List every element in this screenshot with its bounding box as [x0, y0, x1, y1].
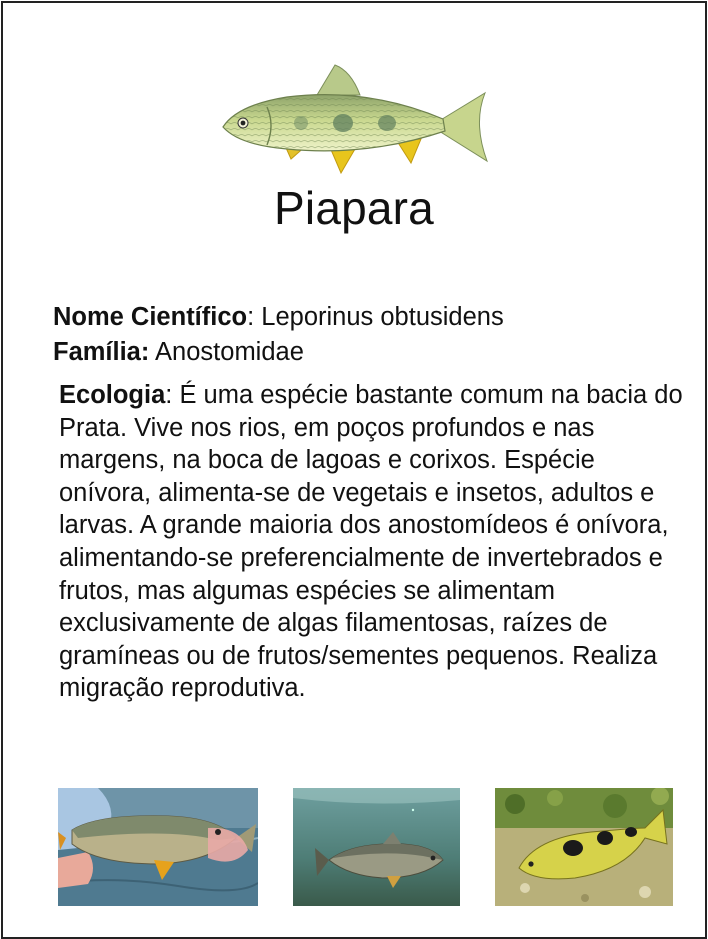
ecology-separator: :	[165, 381, 180, 409]
fish-riverbed-photo	[495, 788, 673, 906]
ecology-text: É uma espécie bastante comum na bacia do Prata. Vive nos rios, em poços profundos e nas margens, na boca de lagoas e corixos. Espécie onívora, alimenta-se de vegetais e insetos, adultos e larvas. A grande maioria dos anostomídeos é onívora, alimentando-se preferencialmente de invertebrados e frutos, mas algumas espécies se alimentam exclusivamente de algas filamentosas, raízes de gramíneas ou de frutos/sementes pequenos. Realiza migração reprodutiva.	[59, 381, 683, 703]
family-label: Família:	[53, 338, 150, 366]
scientific-name-row	[53, 301, 504, 333]
ecology-paragraph	[59, 379, 683, 705]
fish-held-in-hands-photo	[58, 788, 258, 906]
scientific-name-separator: :	[247, 303, 262, 331]
species-common-name: Piapara	[274, 182, 434, 234]
family-row	[53, 336, 304, 368]
family-value: Anostomidae	[149, 338, 304, 366]
fish-underwater-photo	[293, 788, 460, 906]
ecology-label: Ecologia	[59, 381, 166, 409]
fish-illustration	[217, 61, 493, 181]
scientific-name-label: Nome Científico	[53, 303, 248, 331]
scientific-name-value: Leporinus obtusidens	[261, 303, 504, 331]
species-card	[1, 1, 707, 939]
